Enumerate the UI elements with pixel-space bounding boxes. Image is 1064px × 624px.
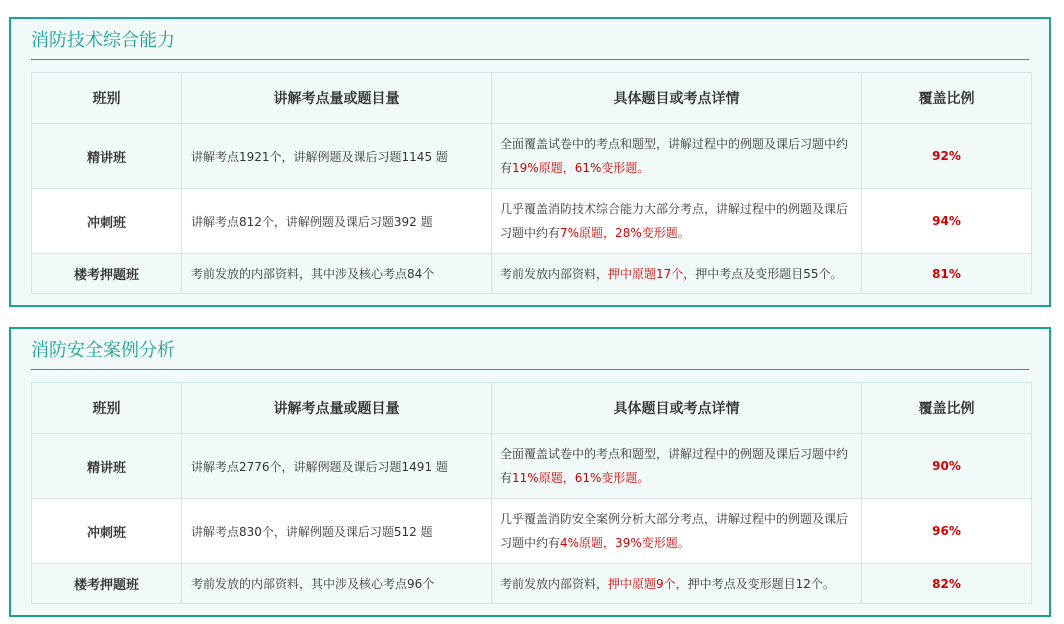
ratio-cell: 92%	[862, 124, 1032, 189]
title-divider	[31, 59, 1029, 60]
class-name: 冲刺班	[32, 499, 182, 564]
ratio-cell: 90%	[862, 434, 1032, 499]
table-row	[32, 499, 1032, 564]
table-row	[32, 189, 1032, 254]
ratio-cell: 81%	[862, 254, 1032, 294]
header-ratio: 覆盖比例	[862, 73, 1032, 124]
table-row	[32, 254, 1032, 294]
header-amount: 讲解考点量或题目量	[182, 383, 492, 434]
detail-highlight: 押中原题9个，	[608, 576, 688, 591]
amount-cell: 考前发放的内部资料，其中涉及核心考点84个	[182, 254, 492, 294]
class-name: 楼考押题班	[32, 254, 182, 294]
coverage-table	[31, 72, 1032, 294]
detail-cell	[492, 564, 862, 604]
detail-highlight: 7%原题，28%变形题。	[560, 226, 690, 240]
amount-cell: 考前发放的内部资料，其中涉及核心考点96个	[182, 564, 492, 604]
section-title: 消防技术综合能力	[31, 30, 175, 51]
header-ratio: 覆盖比例	[862, 383, 1032, 434]
table-row	[32, 124, 1032, 189]
detail-cell	[492, 124, 862, 189]
detail-cell	[492, 434, 862, 499]
header-detail: 具体题目或考点详情	[492, 73, 862, 124]
coverage-table	[31, 382, 1032, 604]
detail-highlight: 19%原题，61%变形题。	[512, 161, 650, 175]
detail-cell	[492, 189, 862, 254]
header-class: 班别	[32, 383, 182, 434]
detail-text: 几乎覆盖消防技术综合能力大部分考点，讲解过程中的例题及课后习题中约有	[500, 202, 849, 240]
amount-cell: 讲解考点830个，讲解例题及课后习题512 题	[182, 499, 492, 564]
table-header-row	[32, 383, 1032, 434]
amount-cell: 讲解考点1921个，讲解例题及课后习题1145 题	[182, 124, 492, 189]
detail-text: 全面覆盖试卷中的考点和题型，讲解过程中的例题及课后习题中约有	[500, 447, 849, 485]
section-panel-fire-cases	[9, 327, 1051, 617]
header-class: 班别	[32, 73, 182, 124]
title-divider	[31, 369, 1029, 370]
detail-cell	[492, 254, 862, 294]
detail-highlight: 4%原题，39%变形题。	[560, 536, 690, 550]
amount-cell: 讲解考点812个，讲解例题及课后习题392 题	[182, 189, 492, 254]
class-name: 冲刺班	[32, 189, 182, 254]
ratio-cell: 82%	[862, 564, 1032, 604]
amount-cell: 讲解考点2776个，讲解例题及课后习题1491 题	[182, 434, 492, 499]
detail-text: 几乎覆盖消防安全案例分析大部分考点，讲解过程中的例题及课后习题中约有	[500, 512, 849, 550]
header-amount: 讲解考点量或题目量	[182, 73, 492, 124]
detail-text: 考前发放内部资料，	[500, 266, 609, 281]
detail-text-tail: 押中考点及变形题目55个。	[695, 266, 843, 281]
detail-text: 全面覆盖试卷中的考点和题型，讲解过程中的例题及课后习题中约有	[500, 137, 849, 175]
ratio-cell: 96%	[862, 499, 1032, 564]
class-name: 精讲班	[32, 124, 182, 189]
table-header-row	[32, 73, 1032, 124]
detail-text-tail: 押中考点及变形题目12个。	[687, 576, 835, 591]
detail-highlight: 11%原题，61%变形题。	[512, 471, 650, 485]
section-title: 消防安全案例分析	[31, 340, 175, 361]
detail-highlight: 押中原题17个，	[608, 266, 696, 281]
table-row	[32, 434, 1032, 499]
section-panel-fire-tech	[9, 17, 1051, 307]
class-name: 楼考押题班	[32, 564, 182, 604]
detail-cell	[492, 499, 862, 564]
ratio-cell: 94%	[862, 189, 1032, 254]
class-name: 精讲班	[32, 434, 182, 499]
header-detail: 具体题目或考点详情	[492, 383, 862, 434]
detail-text: 考前发放内部资料，	[500, 576, 609, 591]
table-row	[32, 564, 1032, 604]
